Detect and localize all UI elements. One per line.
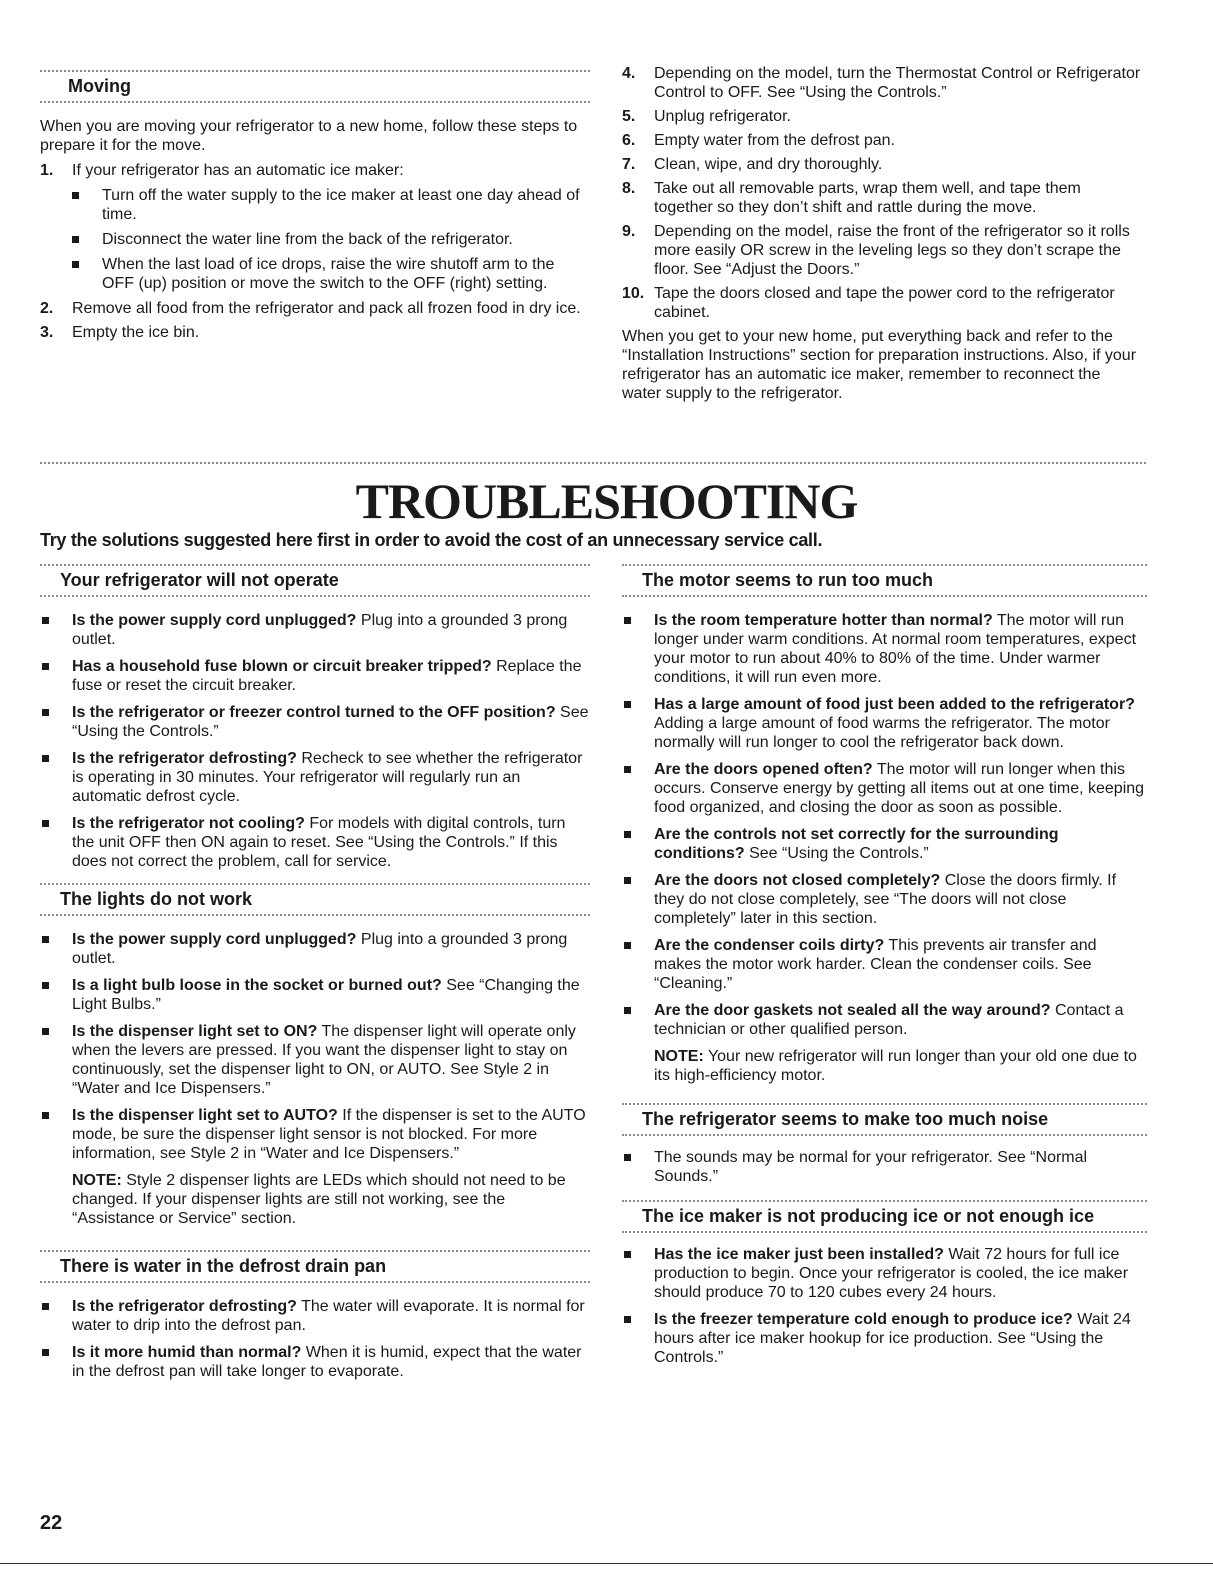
question: Is the refrigerator defrosting?: [72, 750, 297, 767]
lights-list: [40, 930, 590, 1163]
list-item: [622, 107, 1142, 126]
list-item: [40, 749, 590, 806]
step-number: 9.: [622, 223, 636, 240]
step-text: Take out all removable parts, wrap them well, and tape them together so they don’t shift and rattle during the move.: [654, 180, 1081, 216]
question: Is the room temperature hotter than normal?: [654, 612, 993, 629]
moving-outro: When you get to your new home, put everything back and refer to the “Installation Instructions” section for preparation instructions. Also, if your refrigerator has an automatic ice maker, remember to reconnect the water supply to the refrigerator.: [622, 328, 1137, 402]
step-number: 6.: [622, 132, 636, 149]
question: Has a large amount of food just been added to the refrigerator?: [654, 696, 1135, 713]
question: Has the ice maker just been installed?: [654, 1246, 944, 1263]
list-item: [40, 657, 590, 695]
list-item: Turn off the water supply to the ice maker at least one day ahead of time.: [70, 186, 590, 224]
step-number: 4.: [622, 65, 636, 82]
list-item: [40, 703, 590, 741]
question: Are the condenser coils dirty?: [654, 937, 885, 954]
step-number: 7.: [622, 156, 636, 173]
step-text: Tape the doors closed and tape the power cord to the refrigerator cabinet.: [654, 285, 1115, 321]
note-label: NOTE:: [654, 1048, 704, 1065]
list-item: [622, 611, 1147, 687]
list-item: [40, 930, 590, 968]
moving-steps-list-continued: [622, 64, 1142, 322]
list-item: [622, 179, 1142, 217]
noise-list: [622, 1148, 1147, 1186]
step-text: Depending on the model, raise the front of the refrigerator so it rolls more easily OR screw in the leveling legs so they don’t scrape the floor. See “Adjust the Doors.”: [654, 223, 1130, 278]
list-item: [40, 814, 590, 871]
list-item: [40, 1343, 590, 1381]
answer: Wait 24 hours after ice maker hookup for ice production. See “Using the Controls.”: [654, 1311, 1131, 1366]
answer: Wait 72 hours for full ice production to begin. Once your refrigerator is cooled, the ice maker should produce 70 to 120 cubes every 24 hours.: [654, 1246, 1129, 1301]
answer: The water will evaporate. It is normal for water to drip into the defrost pan.: [72, 1298, 585, 1334]
list-item: [622, 760, 1147, 817]
step-number: 2.: [40, 300, 54, 317]
answer: Contact a technician or other qualified person.: [654, 1002, 1124, 1038]
answer: The sounds may be normal for your refrigerator. See “Normal Sounds.”: [654, 1149, 1088, 1185]
answer: This prevents air transfer and makes the motor work harder. Clean the condenser coils. See “Cleaning.”: [654, 937, 1097, 992]
list-item: [622, 155, 1142, 174]
step-number: 8.: [622, 180, 636, 197]
moving-intro: When you are moving your refrigerator to a new home, follow these steps to prepare it for the move.: [40, 118, 578, 154]
answer: When it is humid, expect that the water in the defrost pan will take longer to evaporate.: [72, 1344, 582, 1380]
list-item: [40, 299, 590, 318]
list-item: [622, 871, 1147, 928]
list-item: [622, 64, 1142, 102]
lights-note: [40, 1171, 590, 1228]
answer: See “Changing the Light Bulbs.”: [72, 977, 580, 1013]
footer-rule: [0, 1563, 1213, 1564]
step-text: Empty water from the defrost pan.: [654, 132, 895, 149]
note-text: Style 2 dispenser lights are LEDs which should not need to be changed. If your dispenser lights are still not working, see the “Assistance or Service” section.: [72, 1172, 566, 1227]
step-number: 1.: [40, 162, 54, 179]
answer: See “Using the Controls.”: [744, 845, 929, 862]
motor-list: [622, 611, 1147, 1039]
sub-bullet-list: [40, 186, 590, 293]
list-item: [622, 284, 1142, 322]
list-item: [622, 1245, 1147, 1302]
troubleshooting-right-column: [622, 564, 1147, 1375]
step-number: 10.: [622, 285, 645, 302]
divider: [40, 462, 1146, 464]
divider: [622, 1134, 1147, 1136]
answer: Close the doors firmly. If they do not close completely, see “The doors will not close completely” later in this section.: [654, 872, 1117, 927]
note-label: NOTE:: [72, 1172, 122, 1189]
list-item: [622, 1001, 1147, 1039]
question: Is it more humid than normal?: [72, 1344, 302, 1361]
divider: [40, 101, 590, 103]
page-number: 22: [40, 1512, 63, 1534]
answer: See “Using the Controls.”: [72, 704, 589, 740]
question: Are the doors opened often?: [654, 761, 873, 778]
step-text: Unplug refrigerator.: [654, 108, 791, 125]
section-title-water: There is water in the defrost drain pan: [60, 1256, 387, 1276]
answer: The dispenser light will operate only when the levers are pressed. If you want the dispenser light to stay on continuously, set the dispenser light to ON, or AUTO. See Style 2 in “Water and Ice Dispensers.”: [72, 1023, 576, 1097]
answer: Adding a large amount of food warms the refrigerator. The motor normally will run longer to cool the refrigerator back down.: [654, 715, 1110, 751]
answer: If the dispenser is set to the AUTO mode, be sure the dispenser light sensor is not blocked. For more information, see Style 2 in “Water and Ice Dispensers.”: [72, 1107, 586, 1162]
moving-section-right: [622, 64, 1142, 403]
answer: Replace the fuse or reset the circuit breaker.: [72, 658, 582, 694]
list-item: [40, 611, 590, 649]
ice-list: [622, 1245, 1147, 1367]
list-item: [622, 825, 1147, 863]
list-item: [622, 131, 1142, 150]
list-item: [40, 1297, 590, 1335]
list-item: Disconnect the water line from the back of the refrigerator.: [70, 230, 590, 249]
section-title-noise: The refrigerator seems to make too much noise: [642, 1109, 1049, 1129]
section-title-motor: The motor seems to run too much: [642, 570, 934, 590]
list-item: [40, 1106, 590, 1163]
question: Is the refrigerator defrosting?: [72, 1298, 297, 1315]
list-item: [622, 936, 1147, 993]
question: Are the controls not set correctly for the surrounding conditions?: [654, 826, 1059, 862]
list-item: [40, 323, 590, 342]
answer: The motor will run longer under warm conditions. At normal room temperatures, expect your motor to run about 40% to 80% of the time. Under warmer conditions, it will run even more.: [654, 612, 1137, 686]
question: Is the power supply cord unplugged?: [72, 612, 357, 629]
list-item: [622, 1148, 1147, 1186]
list-item: When the last load of ice drops, raise the wire shutoff arm to the OFF (up) position or move the switch to the OFF (right) setting.: [70, 255, 590, 293]
step-number: 3.: [40, 324, 54, 341]
question: Is the refrigerator or freezer control turned to the OFF position?: [72, 704, 556, 721]
section-title-ice: The ice maker is not producing ice or not enough ice: [642, 1206, 1095, 1226]
section-title-moving: Moving: [68, 76, 131, 96]
troubleshooting-intro: Try the solutions suggested here first in order to avoid the cost of an unnecessary service call.: [40, 530, 823, 550]
step-text: If your refrigerator has an automatic ice maker:: [72, 162, 404, 179]
list-item: [622, 695, 1147, 752]
water-list: [40, 1297, 590, 1381]
question: Are the door gaskets not sealed all the way around?: [654, 1002, 1051, 1019]
step-text: Depending on the model, turn the Thermostat Control or Refrigerator Control to OFF. See “Using the Controls.”: [654, 65, 1141, 101]
question: Is the power supply cord unplugged?: [72, 931, 357, 948]
divider: [40, 595, 590, 597]
step-text: Clean, wipe, and dry thoroughly.: [654, 156, 883, 173]
divider: [40, 914, 590, 916]
question: Is a light bulb loose in the socket or burned out?: [72, 977, 442, 994]
question: Is the dispenser light set to AUTO?: [72, 1107, 338, 1124]
step-number: 5.: [622, 108, 636, 125]
troubleshooting-left-column: [40, 564, 590, 1389]
question: Has a household fuse blown or circuit breaker tripped?: [72, 658, 492, 675]
question: Is the dispenser light set to ON?: [72, 1023, 318, 1040]
section-title-not-operate: Your refrigerator will not operate: [60, 570, 339, 590]
list-item: [622, 1310, 1147, 1367]
divider: [622, 1231, 1147, 1233]
list-item: [40, 161, 590, 293]
page-title: TROUBLESHOOTING: [355, 473, 858, 529]
answer: Plug into a grounded 3 prong outlet.: [72, 931, 568, 967]
divider: [40, 1281, 590, 1283]
moving-section-left: [40, 70, 590, 347]
answer: For models with digital controls, turn the unit OFF then ON again to reset. See “Using the Controls.” If this does not correct the problem, call for service.: [72, 815, 566, 870]
list-item: [40, 1022, 590, 1098]
motor-note: [622, 1047, 1147, 1085]
question: Is the freezer temperature cold enough to produce ice?: [654, 1311, 1073, 1328]
answer: Plug into a grounded 3 prong outlet.: [72, 612, 568, 648]
question: Is the refrigerator not cooling?: [72, 815, 305, 832]
step-text: Empty the ice bin.: [72, 324, 200, 341]
list-item: [622, 222, 1142, 279]
answer: The motor will run longer when this occurs. Conserve energy by getting all items out at one time, keeping food organized, and closing the door as soon as possible.: [654, 761, 1145, 816]
moving-steps-list: [40, 161, 590, 342]
divider: [622, 595, 1147, 597]
step-text: Remove all food from the refrigerator and pack all frozen food in dry ice.: [72, 300, 581, 317]
list-item: [40, 976, 590, 1014]
not-operate-list: [40, 611, 590, 871]
note-text: Your new refrigerator will run longer than your old one due to its high-efficiency motor.: [654, 1048, 1137, 1084]
section-title-lights: The lights do not work: [60, 889, 252, 909]
answer: Recheck to see whether the refrigerator is operating in 30 minutes. Your refrigerator will regularly run an automatic defrost cycle.: [72, 750, 583, 805]
question: Are the doors not closed completely?: [654, 872, 941, 889]
